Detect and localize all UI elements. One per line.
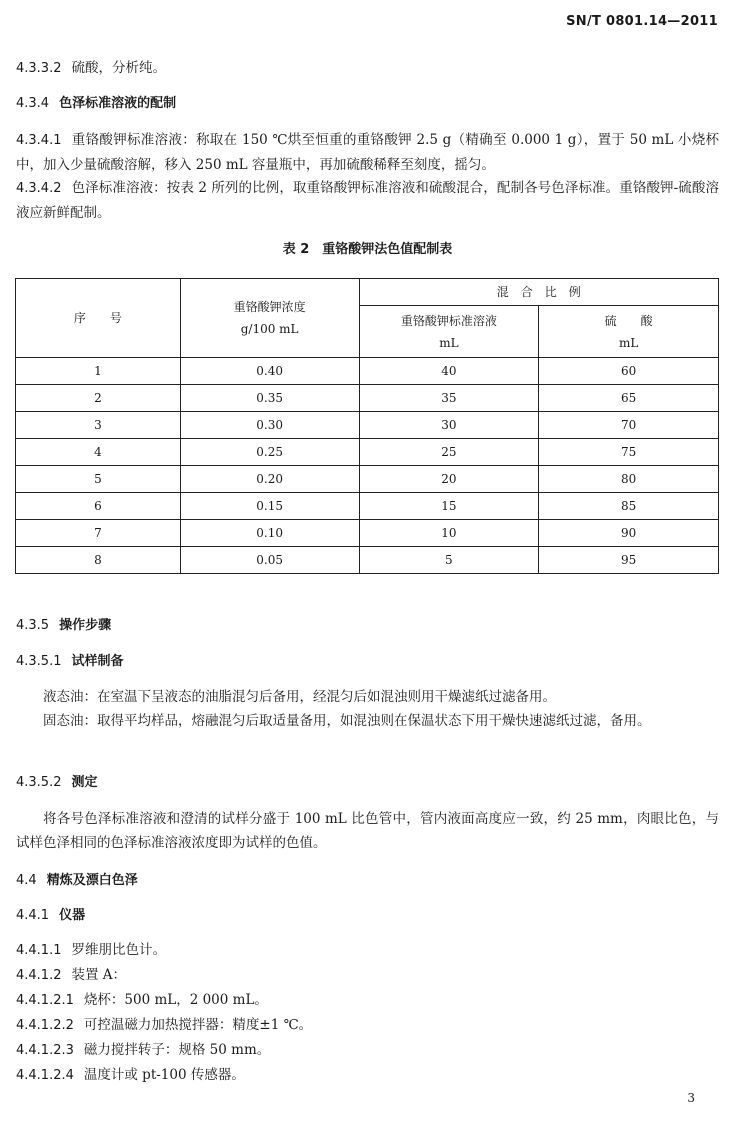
cell-concentration: 0.30 (180, 412, 359, 439)
section-number: 4.3.5.1 (16, 654, 62, 669)
section-4-3-5-heading (16, 615, 111, 636)
item-text: 烧杯：500 mL，2 000 mL。 (83, 992, 268, 1008)
item-text: 磁力搅拌转子：规格 50 mm。 (83, 1042, 271, 1058)
table-row (16, 547, 719, 574)
color-value-table (15, 278, 719, 574)
item-4-4-1-2-2 (16, 1015, 312, 1036)
section-4-4-1-heading (16, 905, 85, 926)
paragraph-liquid-oil: 液态油：在室温下呈液态的油脂混匀后备用，经混匀后如混浊则用干燥滤纸过滤备用。 (43, 689, 556, 705)
cell-standard-ml: 15 (359, 493, 539, 520)
header-standard-solution (359, 306, 539, 358)
clause-4-3-4-2 (16, 176, 719, 225)
section-4-3-5-2-heading (16, 772, 98, 793)
cell-concentration: 0.15 (180, 493, 359, 520)
paragraph-solid-oil: 固态油：取得平均样品，熔融混匀后取适量备用，如混浊则在保温状态下用干燥快速滤纸过滤，备用。 (43, 713, 651, 729)
header-conc-unit: g/100 mL (240, 322, 299, 336)
item-number: 4.4.1.2.2 (16, 1018, 74, 1033)
header-mix-ratio: 混 合 比 例 (359, 279, 718, 306)
section-title: 试样制备 (71, 654, 124, 669)
cell-concentration: 0.25 (180, 439, 359, 466)
table-row (16, 439, 719, 466)
section-number: 4.4.1 (16, 908, 50, 923)
cell-concentration: 0.40 (180, 358, 359, 385)
section-title: 测定 (71, 775, 98, 790)
cell-seq: 8 (16, 547, 181, 574)
table-row (16, 358, 719, 385)
cell-seq: 3 (16, 412, 181, 439)
cell-seq: 5 (16, 466, 181, 493)
section-number: 4.4 (16, 873, 37, 888)
clause-text: 色泽标准溶液：按表 2 所列的比例，取重铬酸钾标准溶液和硫酸混合，配制各号色泽标准。重铬酸钾-硫酸溶液应新鲜配制。 (16, 180, 719, 221)
clause-4-3-3-2 (16, 58, 166, 79)
item-4-4-1-1 (16, 940, 166, 961)
section-number: 4.3.5.2 (16, 775, 62, 790)
header-std-unit: mL (439, 335, 459, 350)
item-text: 罗维朋比色计。 (71, 942, 166, 958)
header-conc-label: 重铬酸钾浓度 (233, 300, 306, 314)
section-title: 色泽标准溶液的配制 (59, 96, 177, 111)
standard-code-header: SN/T 0801.14—2011 (566, 14, 718, 29)
cell-standard-ml: 30 (359, 412, 539, 439)
table-caption: 表 2 重铬酸钾法色值配制表 (282, 242, 453, 257)
item-number: 4.4.1.2 (16, 968, 62, 983)
cell-standard-ml: 35 (359, 385, 539, 412)
item-number: 4.4.1.2.3 (16, 1043, 74, 1058)
paragraph-measurement: 将各号色泽标准溶液和澄清的试样分盛于 100 mL 比色管中，管内液面高度应一致，约 25 mm，肉眼比色，与试样色泽相同的色泽标准溶液浓度即为试样的色值。 (16, 811, 719, 851)
clause-text: 重铬酸钾标准溶液：称取在 150 ℃烘至恒重的重铬酸钾 2.5 g（精确至 0.000 1 g），置于 50 mL 小烧杯中，加入少量硫酸溶解，移入 250 mL 容量瓶中，再加硫酸稀释至刻度，摇匀。 (16, 132, 719, 173)
cell-standard-ml: 10 (359, 520, 539, 547)
item-4-4-1-2-3 (16, 1040, 270, 1061)
header-concentration (180, 279, 359, 358)
section-4-3-5-1-heading (16, 651, 124, 672)
item-text: 可控温磁力加热搅拌器：精度±1 ℃。 (83, 1017, 313, 1033)
table-row (16, 466, 719, 493)
cell-seq: 1 (16, 358, 181, 385)
cell-concentration: 0.35 (180, 385, 359, 412)
cell-standard-ml: 25 (359, 439, 539, 466)
item-text: 装置 A： (71, 967, 127, 983)
cell-concentration: 0.10 (180, 520, 359, 547)
item-number: 4.4.1.1 (16, 943, 62, 958)
header-std-label: 重铬酸钾标准溶液 (400, 313, 497, 328)
header-seq: 序 号 (16, 279, 181, 358)
page-number: 3 (687, 1091, 695, 1105)
item-4-4-1-2-4 (16, 1065, 245, 1086)
clause-text: 硫酸，分析纯。 (71, 60, 166, 76)
clause-number: 4.3.3.2 (16, 61, 62, 76)
section-number: 4.3.5 (16, 618, 50, 633)
cell-acid-ml: 65 (539, 385, 719, 412)
item-number: 4.4.1.2.4 (16, 1068, 74, 1083)
item-number: 4.4.1.2.1 (16, 993, 74, 1008)
cell-seq: 2 (16, 385, 181, 412)
cell-standard-ml: 5 (359, 547, 539, 574)
section-title: 仪器 (59, 908, 86, 923)
cell-seq: 7 (16, 520, 181, 547)
cell-acid-ml: 80 (539, 466, 719, 493)
cell-acid-ml: 95 (539, 547, 719, 574)
item-4-4-1-2-1 (16, 990, 268, 1011)
header-acid-label: 硫 酸 (604, 313, 653, 328)
clause-number: 4.3.4.1 (16, 133, 62, 148)
cell-acid-ml: 70 (539, 412, 719, 439)
cell-acid-ml: 75 (539, 439, 719, 466)
item-4-4-1-2 (16, 965, 126, 986)
section-4-4-heading (16, 870, 138, 891)
cell-acid-ml: 85 (539, 493, 719, 520)
cell-standard-ml: 20 (359, 466, 539, 493)
cell-concentration: 0.20 (180, 466, 359, 493)
cell-seq: 6 (16, 493, 181, 520)
table-row (16, 520, 719, 547)
header-sulfuric-acid (539, 306, 719, 358)
cell-concentration: 0.05 (180, 547, 359, 574)
section-title: 操作步骤 (59, 618, 112, 633)
cell-acid-ml: 90 (539, 520, 719, 547)
section-number: 4.3.4 (16, 96, 50, 111)
cell-seq: 4 (16, 439, 181, 466)
table-row (16, 385, 719, 412)
cell-standard-ml: 40 (359, 358, 539, 385)
section-title: 精炼及漂白色泽 (46, 873, 138, 888)
item-text: 温度计或 pt-100 传感器。 (83, 1067, 245, 1083)
table-row (16, 412, 719, 439)
header-acid-unit: mL (618, 335, 639, 350)
clause-4-3-4-1 (16, 128, 719, 177)
table-row (16, 493, 719, 520)
clause-number: 4.3.4.2 (16, 181, 62, 196)
cell-acid-ml: 60 (539, 358, 719, 385)
section-4-3-4-heading (16, 93, 176, 114)
